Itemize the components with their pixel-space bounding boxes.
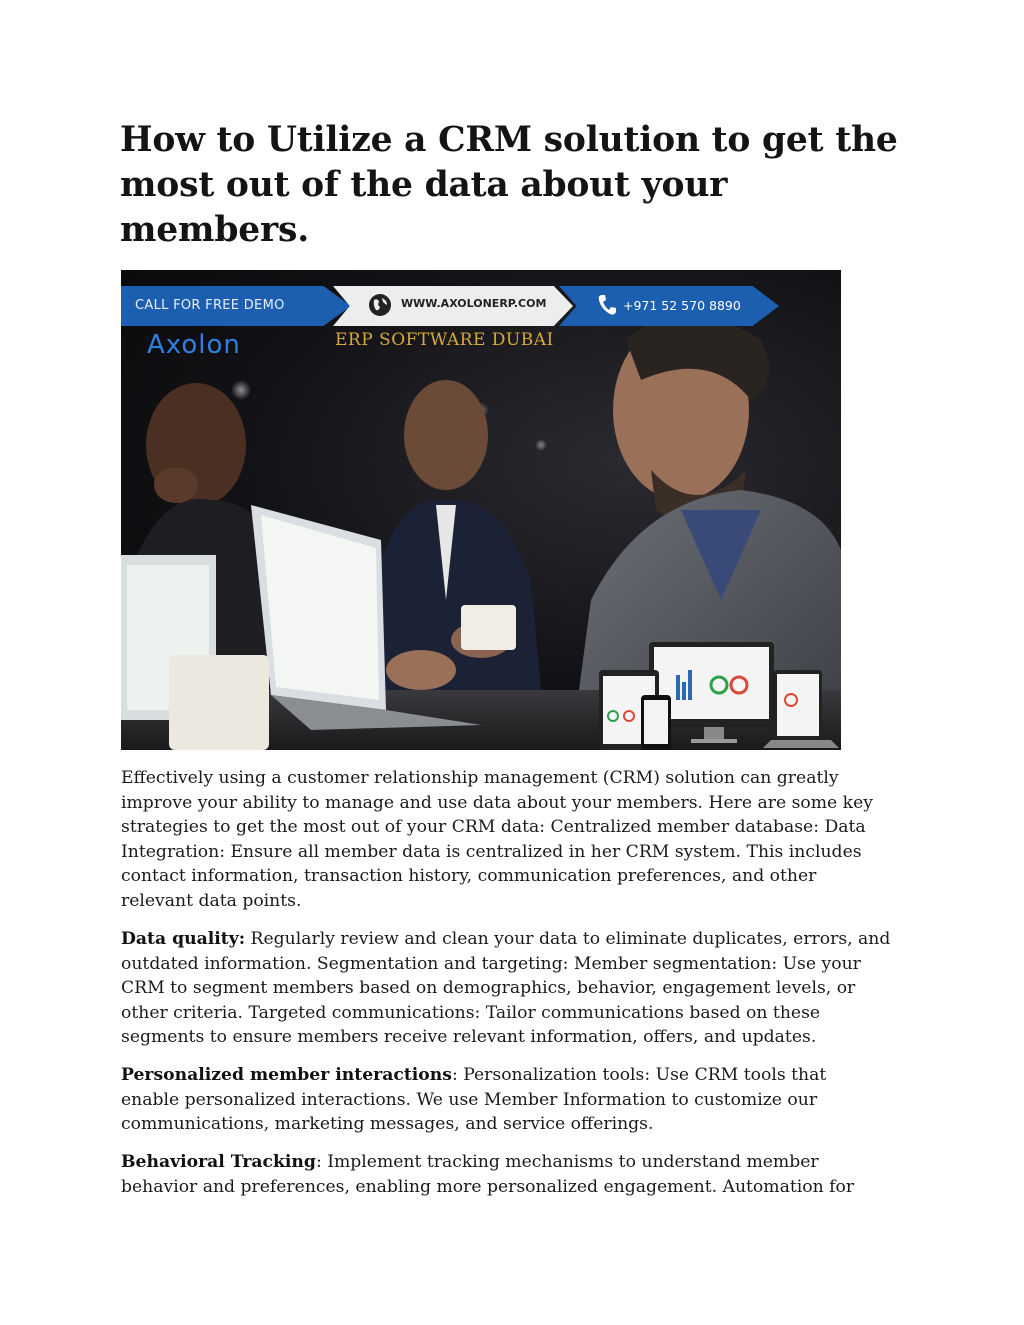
call-highlight: FREE DEMO [205,298,285,313]
section-heading: Personalized member interactions [121,1065,452,1085]
text-line: relevant data points. [121,890,302,911]
page-title [120,118,920,253]
text-line: behavior and preferences, enabling more personalized engagement. Automation for [121,1176,855,1197]
text-line: CRM to segment members based on demographics, behavior, engagement levels, or [121,978,856,999]
call-prefix: CALL FOR [135,298,206,313]
text-line: communications, marketing messages, and service offerings. [121,1114,654,1135]
axolon-logo: Axolon [147,330,241,360]
globe-icon [367,292,393,318]
paragraph-intro [121,766,911,914]
text-line: Effectively using a customer relationship management (CRM) solution can greatly [121,768,839,788]
text-run: Regularly review and clean your data to eliminate duplicates, errors, and [245,929,891,949]
text-line [121,1150,911,1175]
section-heading: Behavioral Tracking [121,1152,316,1172]
paragraph-behavioral [121,1150,911,1199]
paragraph-data-quality [121,927,911,1050]
text-run: : Personalization tools: Use CRM tools that [451,1065,827,1085]
text-run: : Implement tracking mechanisms to understand member [315,1152,819,1172]
title-line: How to Utilize a CRM solution to get the [120,120,898,160]
text-line: enable personalized interactions. We use Member Information to customize our [121,1089,818,1110]
phone-icon [595,292,619,318]
phone-text: +971 52 570 8890 [623,298,741,313]
section-heading: Data quality: [121,929,246,949]
text-line: improve your ability to manage and use data about your members. Here are some key [121,792,873,813]
text-line: contact information, transaction history, communication preferences, and other [121,866,817,887]
tagline: ERP SOFTWARE DUBAI [335,330,554,350]
paragraph-personalized [121,1063,911,1137]
text-line [121,927,911,952]
text-line: strategies to get the most out of your CRM data: Centralized member database: Data [121,817,866,838]
text-line: segments to ensure members receive relevant information, offers, and updates. [121,1027,817,1048]
hero-image [121,270,841,750]
website-text: WWW.AXOLONERP.COM [401,297,547,310]
text-line: other criteria. Targeted communications: Tailor communications based on these [121,1002,821,1023]
title-line: most out of the data about your [120,165,728,205]
text-line: Integration: Ensure all member data is centralized in her CRM system. This includes [121,841,862,862]
text-line: outdated information. Segmentation and targeting: Member segmentation: Use your [121,953,861,974]
call-banner-text [135,298,285,313]
title-line: members. [120,210,310,250]
text-line [121,1063,911,1088]
